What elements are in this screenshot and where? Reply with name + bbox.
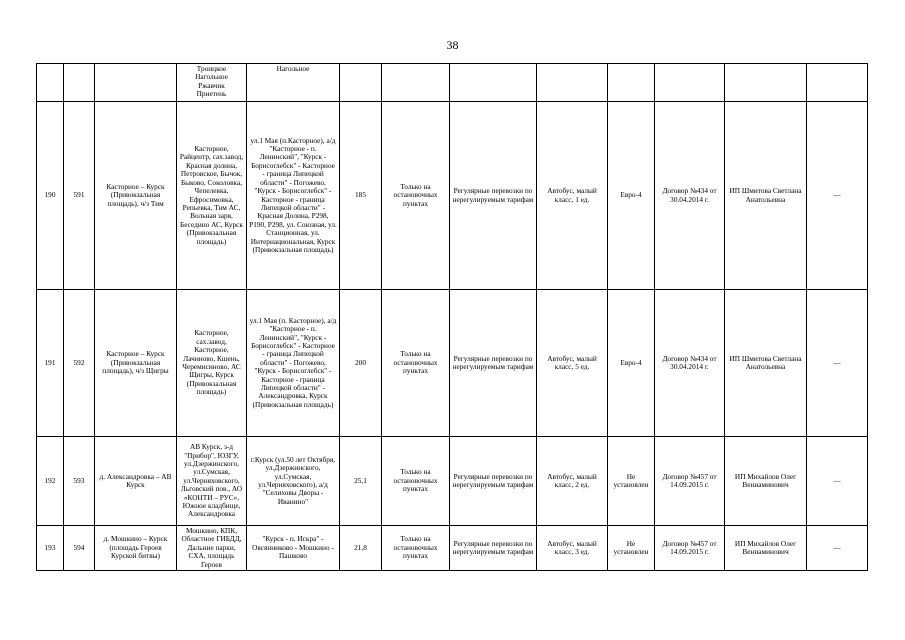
cell-stop-order: Только на остановочных пунктах [382, 102, 450, 290]
cell-transport-type: Регулярные перевозки по нерегулируемым тарифам [450, 290, 537, 437]
cell-num: 193 [37, 526, 64, 571]
cell-route-id: 593 [64, 437, 95, 526]
cell-stop-order [382, 64, 450, 102]
cell-route-id [64, 64, 95, 102]
cell-streets: ул.1 Мая (п. Касторное), а/д "Касторное - п. Ленинский", "Курск - Борисоглебск" - Касторное - граница Липецкой области" - Погожево, "Курск - Борисоглебск" - Касторное - граница Липецкой области" - Александровка, Курск (Привокзальная площадь) [247, 290, 340, 437]
cell-route-id: 594 [64, 526, 95, 571]
cell-length [340, 64, 382, 102]
page-number: 38 [446, 38, 459, 52]
cell-route-name: д. Мошкино – Курск (площадь Героев Курской битвы) [95, 526, 177, 571]
cell-transport-type [450, 64, 537, 102]
cell-num: 192 [37, 437, 64, 526]
cell-route-id: 592 [64, 290, 95, 437]
cell-length: 185 [340, 102, 382, 290]
cell-note: — [807, 526, 868, 571]
cell-vehicles: Автобус, малый класс, 5 ед. [537, 290, 608, 437]
cell-streets: Нагольное [247, 64, 340, 102]
cell-contract: Договор №457 от 14.09.2015 г. [655, 526, 725, 571]
cell-carrier: ИП Михайлов Олег Вениаминович [725, 437, 807, 526]
cell-note: — [807, 437, 868, 526]
cell-route-name [95, 64, 177, 102]
cell-contract: Договор №434 от 30.04.2014 г. [655, 290, 725, 437]
cell-vehicles [537, 64, 608, 102]
cell-stop-order: Только на остановочных пунктах [382, 290, 450, 437]
cell-stops: Мошкино, КПК, Областное ГИБДД, Дальние парки, СХА, площадь Героев [177, 526, 247, 571]
cell-streets: "Курск - п. Искра" - Овсянниково - Мошкино - Пашково [247, 526, 340, 571]
cell-num: 191 [37, 290, 64, 437]
cell-carrier: ИП Михайлов Олег Вениаминович [725, 526, 807, 571]
cell-carrier [725, 64, 807, 102]
continued-row [37, 64, 868, 102]
cell-note [807, 64, 868, 102]
cell-contract: Договор №434 от 30.04.2014 г. [655, 102, 725, 290]
table-row [37, 290, 868, 437]
cell-carrier: ИП Шмитова Светлана Анатольевна [725, 102, 807, 290]
cell-eco-class: Не установлен [608, 437, 655, 526]
cell-contract: Договор №457 от 14.09.2015 г. [655, 437, 725, 526]
cell-stops: Касторное, Райцентр, сах.завод, Красная долина, Петровское, Бычок, Быково, Соколовка, Чепелевка, Ефросимовка, Репьевка, Тим АС, Вольная заря, Бесединo АС, Курск (Привокзальная площадь) [177, 102, 247, 290]
cell-contract [655, 64, 725, 102]
cell-eco-class [608, 64, 655, 102]
cell-route-name: Касторное – Курск (Привокзальная площадь), ч/з Щигры [95, 290, 177, 437]
cell-num: 190 [37, 102, 64, 290]
cell-eco-class: Евро-4 [608, 290, 655, 437]
cell-num [37, 64, 64, 102]
routes-table [36, 63, 868, 571]
cell-route-name: д. Александровка – АВ Курск [95, 437, 177, 526]
cell-stop-order: Только на остановочных пунктах [382, 437, 450, 526]
table-row [37, 437, 868, 526]
cell-route-name: Касторное – Курск (Привокзальная площадь), ч/з Тим [95, 102, 177, 290]
cell-streets: г.Курск (ул.50 лет Октября, ул.Дзержинского, ул.Сумская, ул.Черняховского), а/д "Селиховы Дворы - Иванино" [247, 437, 340, 526]
cell-stops: Касторное, сах.завод, Касторное, Лачиново, Кшень, Черемисиново, АС Щигры, Курск (Привокзальная площадь) [177, 290, 247, 437]
cell-note: — [807, 102, 868, 290]
cell-stops: АВ Курск, з-д "Прибор", ЮЗГУ, ул.Дзержинского, ул.Сумская, ул.Черняховского, Льговский пов., АО «КОНТИ – РУС», Южное кладбище, Александровка [177, 437, 247, 526]
cell-length: 200 [340, 290, 382, 437]
cell-vehicles: Автобус, малый класс, 1 ед. [537, 102, 608, 290]
cell-route-id: 591 [64, 102, 95, 290]
cell-transport-type: Регулярные перевозки по нерегулируемым тарифам [450, 526, 537, 571]
cell-eco-class: Евро-4 [608, 102, 655, 290]
cell-carrier: ИП Шмитова Светлана Анатольевна [725, 290, 807, 437]
cell-vehicles: Автобус, малый класс, 3 ед. [537, 526, 608, 571]
cell-transport-type: Регулярные перевозки по нерегулируемым тарифам [450, 437, 537, 526]
cell-note: — [807, 290, 868, 437]
cell-eco-class: Не установлен [608, 526, 655, 571]
cell-transport-type: Регулярные перевозки по нерегулируемым тарифам [450, 102, 537, 290]
table-row [37, 102, 868, 290]
table-row [37, 526, 868, 571]
cell-length: 21,8 [340, 526, 382, 571]
cell-length: 25,1 [340, 437, 382, 526]
cell-vehicles: Автобус, малый класс, 2 ед. [537, 437, 608, 526]
cell-stops: Троицкое Нагольное Ржавчик Приетень [177, 64, 247, 102]
cell-stop-order: Только на остановочных пунктах [382, 526, 450, 571]
cell-streets: ул.1 Мая (п.Касторное), а/д "Касторное - п. Ленинский", "Курск - Борисоглебск" - Касторное - граница Липецкой области" - Погожево, "Курск - Борисоглебск" - Касторное - граница Липецкой области" - Красная Долина, Р298, Р190, Р298, ул. Союзная, ул. Станционная, ул. Интернациональная, Курск (Привокзальная площадь) [247, 102, 340, 290]
